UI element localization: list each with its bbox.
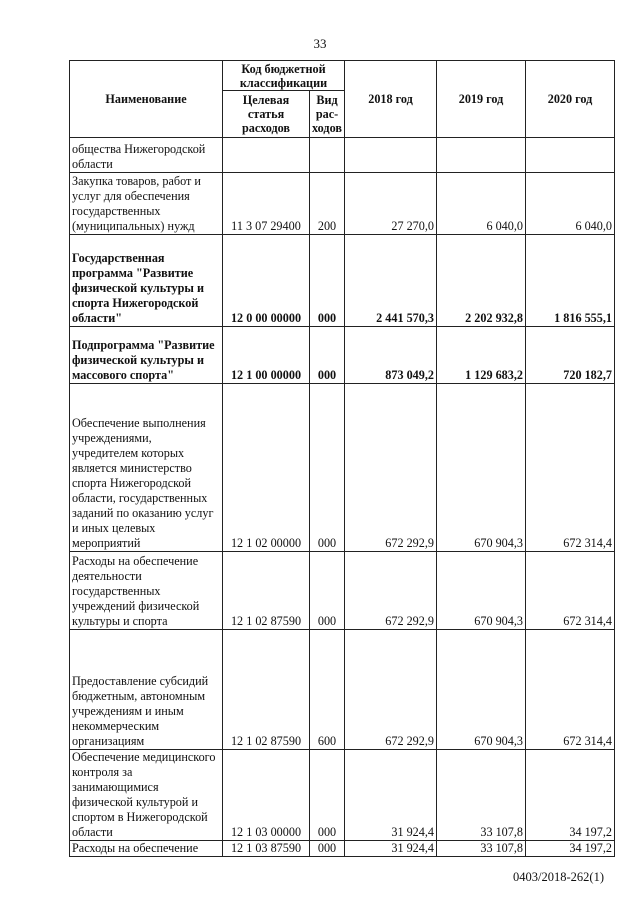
row-name: Закупка товаров, работ и услуг для обеспечения государственных (муниципальных) нужд <box>70 173 223 235</box>
row-2020-value: 720 182,7 <box>526 327 615 384</box>
row-expense-kind: 000 <box>310 384 345 552</box>
row-2020-value: 672 314,4 <box>526 384 615 552</box>
row-2019-value: 33 107,8 <box>437 841 526 857</box>
row-name: Подпрограмма "Развитие физической культуры и массового спорта" <box>70 327 223 384</box>
row-2019-value: 2 202 932,8 <box>437 235 526 327</box>
row-target-code <box>223 138 310 173</box>
table-row <box>70 750 615 841</box>
header-target: Целевая статья расходов <box>223 91 310 138</box>
table-row <box>70 841 615 857</box>
row-2018-value: 31 924,4 <box>345 750 437 841</box>
row-2018-value: 31 924,4 <box>345 841 437 857</box>
row-2018-value: 873 049,2 <box>345 327 437 384</box>
row-target-code: 12 1 00 00000 <box>223 327 310 384</box>
row-name: Расходы на обеспечение деятельности государственных учреждений физической культуры и спорта <box>70 552 223 630</box>
row-2018-value <box>345 138 437 173</box>
row-2020-value: 1 816 555,1 <box>526 235 615 327</box>
row-2019-value: 670 904,3 <box>437 630 526 750</box>
row-target-code: 12 1 02 87590 <box>223 552 310 630</box>
row-2020-value: 34 197,2 <box>526 841 615 857</box>
row-expense-kind: 000 <box>310 552 345 630</box>
row-2020-value: 672 314,4 <box>526 630 615 750</box>
header-code-group: Код бюджетной классификации <box>223 61 345 91</box>
row-2020-value <box>526 138 615 173</box>
row-2019-value: 670 904,3 <box>437 384 526 552</box>
row-target-code: 12 1 03 87590 <box>223 841 310 857</box>
row-2020-value: 6 040,0 <box>526 173 615 235</box>
row-2018-value: 27 270,0 <box>345 173 437 235</box>
row-2019-value: 670 904,3 <box>437 552 526 630</box>
row-2018-value: 672 292,9 <box>345 630 437 750</box>
row-2019-value <box>437 138 526 173</box>
row-2020-value: 672 314,4 <box>526 552 615 630</box>
row-name: Обеспечение медицинского контроля за занимающимися физической культурой и спортом в Нижегородской области <box>70 750 223 841</box>
row-name: общества Нижегородской области <box>70 138 223 173</box>
row-target-code: 12 1 03 00000 <box>223 750 310 841</box>
row-expense-kind: 000 <box>310 841 345 857</box>
table-row <box>70 327 615 384</box>
row-2018-value: 672 292,9 <box>345 384 437 552</box>
document-code: 0403/2018-262(1) <box>513 870 604 884</box>
row-expense-kind: 000 <box>310 327 345 384</box>
header-kind: Вид рас-ходов <box>310 91 345 138</box>
table-row <box>70 138 615 173</box>
header-2020: 2020 год <box>526 61 615 138</box>
row-expense-kind <box>310 138 345 173</box>
page-number: 33 <box>313 36 327 51</box>
budget-table <box>69 60 615 857</box>
table-row <box>70 235 615 327</box>
table-row <box>70 552 615 630</box>
row-name: Предоставление субсидий бюджетным, автономным учреждениям и иным некоммерческим организациям <box>70 630 223 750</box>
row-2020-value: 34 197,2 <box>526 750 615 841</box>
table-row <box>70 173 615 235</box>
row-expense-kind: 600 <box>310 630 345 750</box>
table-row <box>70 384 615 552</box>
row-name: Расходы на обеспечение <box>70 841 223 857</box>
header-name: Наименование <box>70 61 223 138</box>
row-2019-value: 6 040,0 <box>437 173 526 235</box>
row-2018-value: 2 441 570,3 <box>345 235 437 327</box>
header-2019: 2019 год <box>437 61 526 138</box>
row-expense-kind: 200 <box>310 173 345 235</box>
row-expense-kind: 000 <box>310 750 345 841</box>
row-2018-value: 672 292,9 <box>345 552 437 630</box>
row-target-code: 12 1 02 87590 <box>223 630 310 750</box>
row-expense-kind: 000 <box>310 235 345 327</box>
row-target-code: 12 1 02 00000 <box>223 384 310 552</box>
header-2018: 2018 год <box>345 61 437 138</box>
row-name: Обеспечение выполнения учреждениями, учредителем которых является министерство спорта Нижегородской области, государственных заданий по оказанию услуг и иных целевых мероприятий <box>70 384 223 552</box>
table-row <box>70 630 615 750</box>
row-target-code: 11 3 07 29400 <box>223 173 310 235</box>
row-target-code: 12 0 00 00000 <box>223 235 310 327</box>
row-name: Государственная программа "Развитие физической культуры и спорта Нижегородской области" <box>70 235 223 327</box>
row-2019-value: 1 129 683,2 <box>437 327 526 384</box>
row-2019-value: 33 107,8 <box>437 750 526 841</box>
